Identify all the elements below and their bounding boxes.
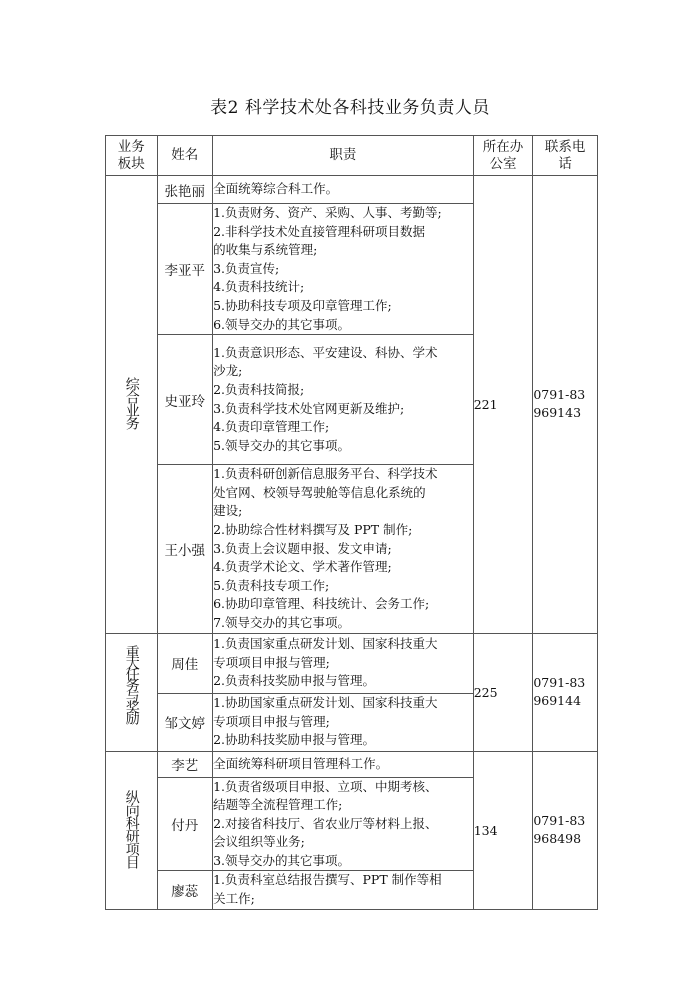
table-title: 表2 科学技术处各科技业务负责人员	[210, 98, 490, 118]
duty-line: 6.协助印章管理、科技统计、会务工作;	[213, 596, 430, 612]
duty-line: 7.领导交办的其它事项。	[213, 614, 351, 630]
person-name: 李艺	[157, 751, 213, 777]
duty-cell	[213, 335, 474, 465]
table-row	[106, 176, 598, 204]
duty-line: 结题等全流程管理工作;	[213, 797, 343, 813]
duty-line: 3.领导交办的其它事项。	[213, 852, 351, 868]
duty-cell	[213, 871, 474, 909]
header-name: 姓名	[157, 136, 213, 176]
sector-cell	[106, 751, 158, 909]
duty-line: 2.协助综合性材料撰写及 PPT 制作;	[213, 521, 413, 537]
header-sector-line: 业务	[117, 138, 145, 155]
phone-number	[533, 751, 598, 909]
duty-line: 1.负责国家重点研发计划、国家科技重大	[213, 636, 438, 652]
table-body	[106, 176, 598, 910]
header-room-line: 公室	[489, 155, 517, 172]
header-room-line: 所在办	[482, 138, 524, 155]
duty-line: 5.协助科技专项及印章管理工作;	[213, 297, 392, 313]
duty-line: 1.负责意识形态、平安建设、科协、学术	[213, 344, 438, 360]
duty-line: 3.负责科学技术处官网更新及维护;	[213, 400, 405, 416]
duty-line: 2.对接省科技厅、省农业厅等材料上报、	[213, 815, 438, 831]
duty-line: 2.负责科技简报;	[213, 382, 305, 398]
duty-line: 4.负责印章管理工作;	[213, 419, 330, 435]
duty-cell	[213, 204, 474, 335]
sector-cell	[106, 633, 158, 751]
header-phone-line: 联系电	[544, 138, 586, 155]
phone-line: 0791-83	[533, 813, 586, 829]
phone-line: 969143	[533, 405, 582, 421]
person-name: 付丹	[157, 777, 213, 871]
phone-number	[533, 176, 598, 634]
duty-line: 处官网、校领导驾驶舱等信息化系统的	[213, 484, 426, 500]
person-name: 周佳	[157, 633, 213, 693]
table-row	[106, 751, 598, 777]
person-name: 李亚平	[157, 204, 213, 335]
header-row	[106, 136, 598, 176]
phone-number	[533, 633, 598, 751]
duty-line: 建设;	[213, 503, 243, 519]
duty-line: 4.负责科技统计;	[213, 279, 305, 295]
duty-line: 专项项目申报与管理;	[213, 713, 330, 729]
phone-line: 968498	[533, 831, 582, 847]
duty-line: 1.负责财务、资产、采购、人事、考勤等;	[213, 205, 442, 220]
staff-duty-table	[105, 135, 598, 910]
duty-line: 沙龙;	[213, 363, 243, 379]
duty-cell	[213, 176, 474, 204]
duty-line: 3.负责宣传;	[213, 260, 280, 276]
header-room	[473, 136, 533, 176]
sector-cell	[106, 176, 158, 634]
duty-line: 全面统筹综合科工作。	[213, 181, 339, 197]
duty-line: 2.负责科技奖励申报与管理。	[213, 673, 376, 689]
duty-line: 1.负责省级项目申报、立项、中期考核、	[213, 778, 438, 794]
sector-label: 综合业务	[123, 376, 140, 429]
sector-label: 重大任务与奖励	[123, 645, 140, 722]
duty-line: 专项项目申报与管理;	[213, 654, 330, 670]
header-phone-line: 话	[558, 155, 572, 172]
duty-line: 2.非科学技术处直接管理科研项目数据	[213, 223, 426, 239]
duty-cell	[213, 777, 474, 871]
duty-line: 2.协助科技奖励申报与管理。	[213, 732, 376, 748]
header-phone	[533, 136, 598, 176]
table-row	[106, 633, 598, 693]
office-room: 225	[473, 633, 533, 751]
phone-line: 0791-83	[533, 387, 586, 403]
duty-line: 会议组织等业务;	[213, 834, 305, 850]
header-duty: 职责	[213, 136, 474, 176]
person-name: 史亚玲	[157, 335, 213, 465]
person-name: 廖蕊	[157, 871, 213, 909]
duty-line: 全面统筹科研项目管理科工作。	[213, 755, 389, 771]
person-name: 邹文婷	[157, 693, 213, 751]
duty-line: 5.领导交办的其它事项。	[213, 437, 351, 453]
duty-cell	[213, 465, 474, 633]
office-room: 221	[473, 176, 533, 634]
duty-line: 1.负责科研创新信息服务平台、科学技术	[213, 466, 438, 482]
duty-cell	[213, 693, 474, 751]
duty-line: 1.负责科室总结报告撰写、PPT 制作等相	[213, 872, 442, 888]
office-room: 134	[473, 751, 533, 909]
duty-line: 6.领导交办的其它事项。	[213, 316, 351, 332]
duty-cell	[213, 751, 474, 777]
duty-cell	[213, 633, 474, 693]
header-sector-line: 板块	[117, 155, 145, 172]
duty-line: 的收集与系统管理;	[213, 242, 318, 258]
person-name: 王小强	[157, 465, 213, 633]
duty-line: 1.协助国家重点研发计划、国家科技重大	[213, 695, 438, 711]
header-sector	[106, 136, 158, 176]
duty-line: 5.负责科技专项工作;	[213, 577, 330, 593]
sector-label: 纵向科研项目	[123, 789, 140, 868]
person-name: 张艳丽	[157, 176, 213, 204]
duty-line: 4.负责学术论文、学术著作管理;	[213, 559, 392, 575]
phone-line: 969144	[533, 693, 582, 708]
duty-line: 关工作;	[213, 891, 255, 907]
phone-line: 0791-83	[533, 675, 586, 690]
duty-line: 3.负责上会议题申报、发文申请;	[213, 540, 392, 556]
